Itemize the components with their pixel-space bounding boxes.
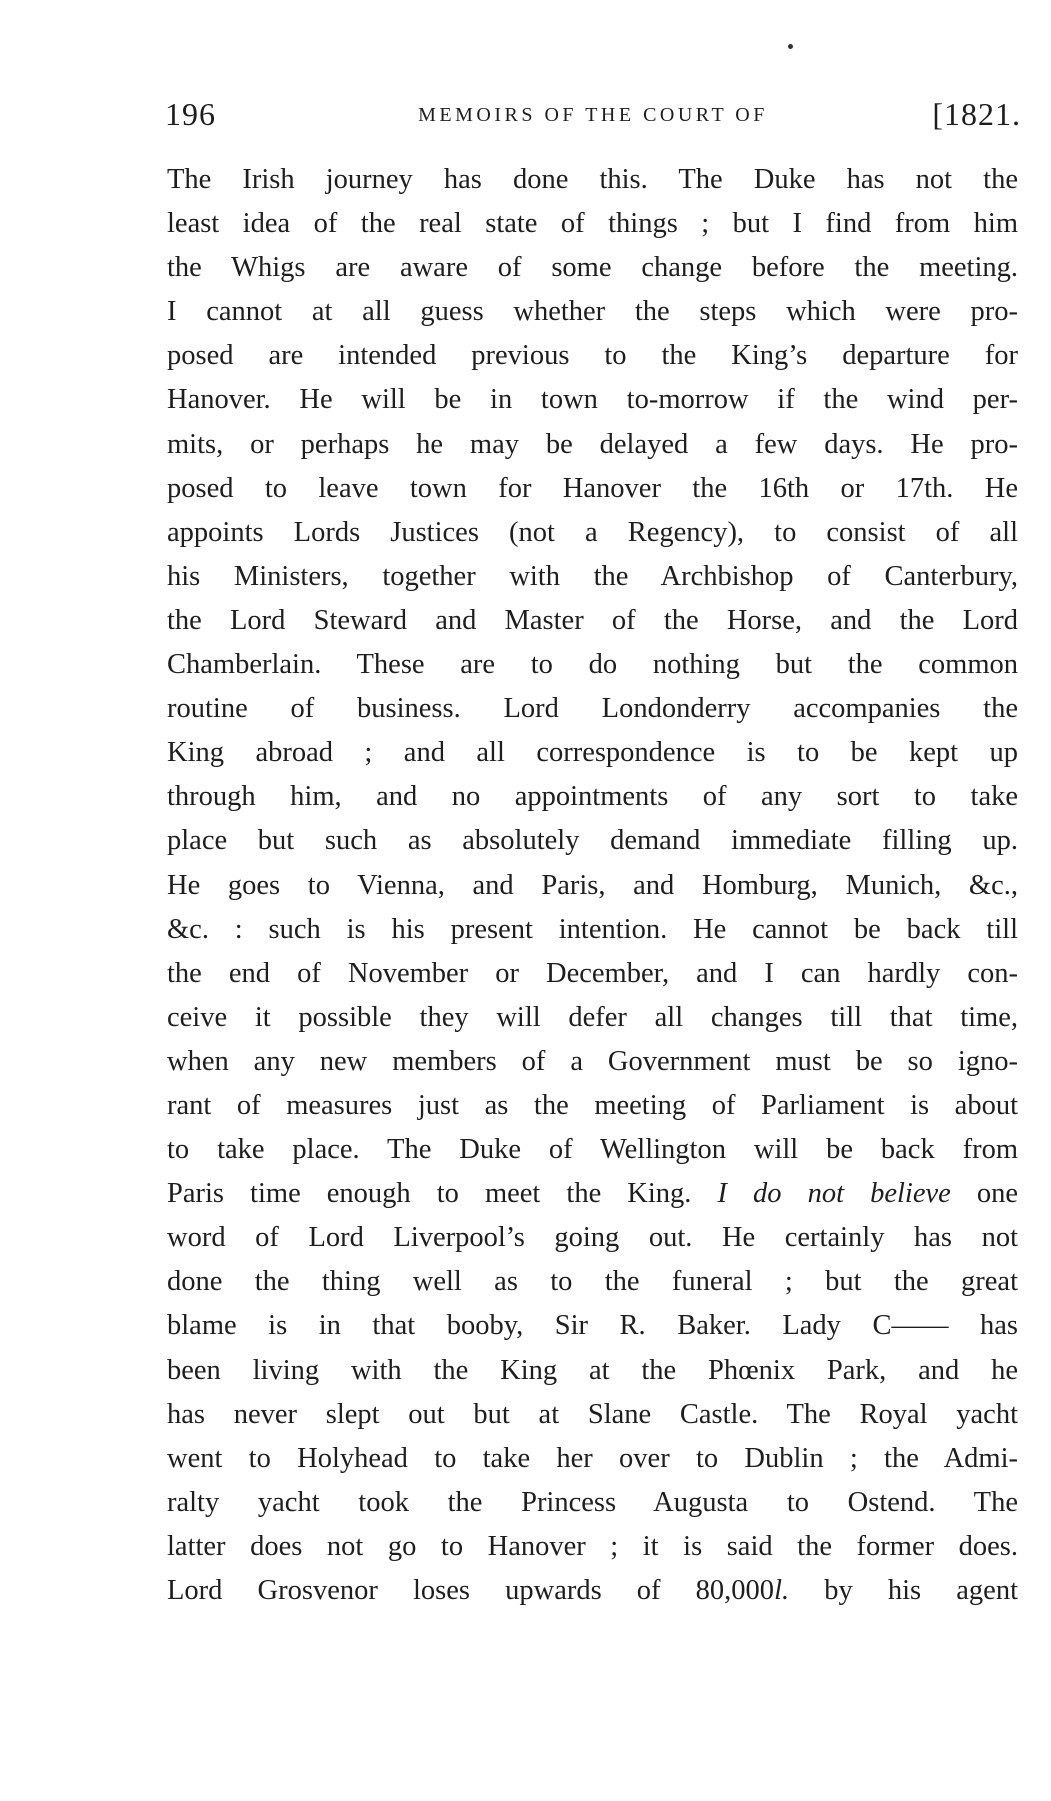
page-header xyxy=(165,96,1021,136)
text-line: been living with the King at the Phœnix Park, and he xyxy=(167,1354,1018,1386)
italic-emphasis: I do not believe xyxy=(717,1178,951,1210)
text-line: the Lord Steward and Master of the Horse, and the Lord xyxy=(167,604,1018,636)
text-line: The Irish journey has done this. The Duke has not the xyxy=(167,164,1018,195)
text-line: &c. : such is his present intention. He cannot be back till xyxy=(167,913,1018,945)
text-line: blame is in that booby, Sir R. Baker. Lady C—— has xyxy=(167,1310,1018,1342)
text-line: place but such as absolutely demand immediate filling up. xyxy=(167,825,1018,857)
text-line: posed to leave town for Hanover the 16th or 17th. He xyxy=(167,472,1018,504)
text-line: the Whigs are aware of some change before the meeting. xyxy=(167,252,1018,284)
text-line: least idea of the real state of things ; but I find from him xyxy=(167,208,1018,240)
text-line: to take place. The Duke of Wellington will be back from xyxy=(167,1134,1018,1166)
text-line: Chamberlain. These are to do nothing but the common xyxy=(167,649,1018,681)
page-number: 196 xyxy=(165,96,216,132)
text-line: through him, and no appointments of any sort to take xyxy=(167,781,1018,813)
text-segment: Lord Grosvenor loses upwards of 80,000 xyxy=(167,1575,775,1606)
text-line: the end of November or December, and I can hardly con- xyxy=(167,957,1018,989)
text-line: latter does not go to Hanover ; it is said the former does. xyxy=(167,1530,1018,1562)
text-line xyxy=(167,1172,1018,1216)
text-line: King abroad ; and all correspondence is to be kept up xyxy=(167,737,1018,769)
italic-emphasis: l. xyxy=(774,1575,790,1606)
text-line: word of Lord Liverpool’s going out. He certainly has not xyxy=(167,1222,1018,1254)
text-segment: by his agent xyxy=(789,1575,1018,1606)
text-line: I cannot at all guess whether the steps which were pro- xyxy=(167,296,1018,328)
text-segment: one xyxy=(950,1178,1018,1210)
text-line: ceive it possible they will defer all changes till that time, xyxy=(167,1001,1018,1033)
ink-speck xyxy=(788,44,793,49)
running-year: [1821. xyxy=(932,96,1021,132)
text-line: rant of measures just as the meeting of Parliament is about xyxy=(167,1089,1018,1121)
text-line xyxy=(167,1569,1018,1613)
text-line: has never slept out but at Slane Castle. The Royal yacht xyxy=(167,1398,1018,1430)
text-line: He goes to Vienna, and Paris, and Homburg, Munich, &c., xyxy=(167,869,1018,901)
text-line: ralty yacht took the Princess Augusta to Ostend. The xyxy=(167,1486,1018,1518)
text-line: mits, or perhaps he may be delayed a few days. He pro- xyxy=(167,428,1018,460)
text-line: routine of business. Lord Londonderry accompanies the xyxy=(167,693,1018,725)
text-line: went to Holyhead to take her over to Dublin ; the Admi- xyxy=(167,1442,1018,1474)
text-line: when any new members of a Government must be so igno- xyxy=(167,1045,1018,1077)
text-line: his Ministers, together with the Archbishop of Canterbury, xyxy=(167,560,1018,592)
text-line: appoints Lords Justices (not a Regency), to consist of all xyxy=(167,516,1018,548)
text-line: done the thing well as to the funeral ; but the great xyxy=(167,1266,1018,1298)
text-line: posed are intended previous to the King’s departure for xyxy=(167,340,1018,372)
body-text xyxy=(167,158,1018,1613)
text-line: Hanover. He will be in town to-morrow if the wind per- xyxy=(167,384,1018,416)
text-segment: Paris time enough to meet the King. xyxy=(167,1178,692,1210)
running-title: MEMOIRS OF THE COURT OF xyxy=(418,104,768,126)
